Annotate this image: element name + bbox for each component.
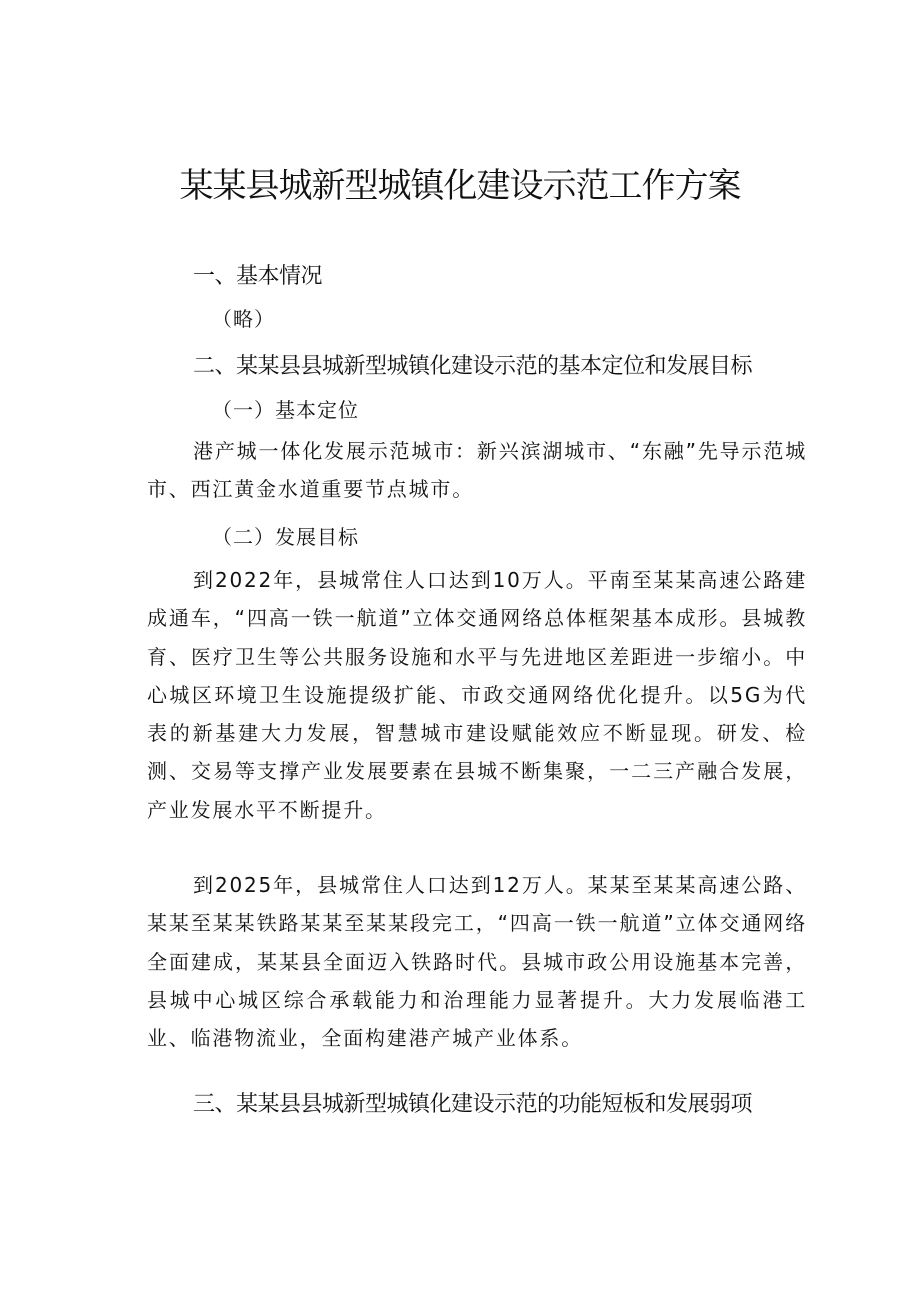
section-3-heading: 三、某某县县城新型城镇化建设示范的功能短板和发展弱项 — [193, 1092, 753, 1117]
document-title: 某某县城新型城镇化建设示范工作方案 — [179, 166, 741, 206]
section-1-heading: 一、基本情况 — [193, 264, 323, 289]
goal-2025-paragraph: 到2025年，县城常住人口达到12万人。某某至某某高速公路、某某至某某铁路某某至某某段完工，“四高一铁一航道”立体交通网络全面建成，某某县全面迈入铁路时代。县城市政公用设施基本完善，县城中心城区综合承载能力和治理能力显著提升。大力发展临港工业、临港物流业，全面构建港产城产业体系。 — [147, 873, 807, 1051]
subsection-2-1-text: 港产城一体化发展示范城市：新兴滨湖城市、“东融”先导示范城市、西江黄金水道重要节点城市。 — [147, 439, 807, 502]
section-1-note: （略） — [212, 307, 275, 331]
section-2-heading: 二、某某县县城新型城镇化建设示范的基本定位和发展目标 — [193, 354, 753, 379]
subsection-2-1-heading: （一）基本定位 — [212, 398, 359, 422]
subsection-2-2-heading: （二）发展目标 — [212, 525, 359, 549]
goal-2022-paragraph: 到2022年，县城常住人口达到10万人。平南至某某高速公路建成通车，“四高一铁一航道”立体交通网络总体框架基本成形。县城教育、医疗卫生等公共服务设施和水平与先进地区差距进一步缩小。中心城区环境卫生设施提级扩能、市政交通网络优化提升。以5G为代表的新基建大力发展，智慧城市建设赋能效应不断显现。研发、检测、交易等支撑产业发展要素在县城不断集聚，一二三产融合发展，产业发展水平不断提升。 — [147, 568, 807, 822]
